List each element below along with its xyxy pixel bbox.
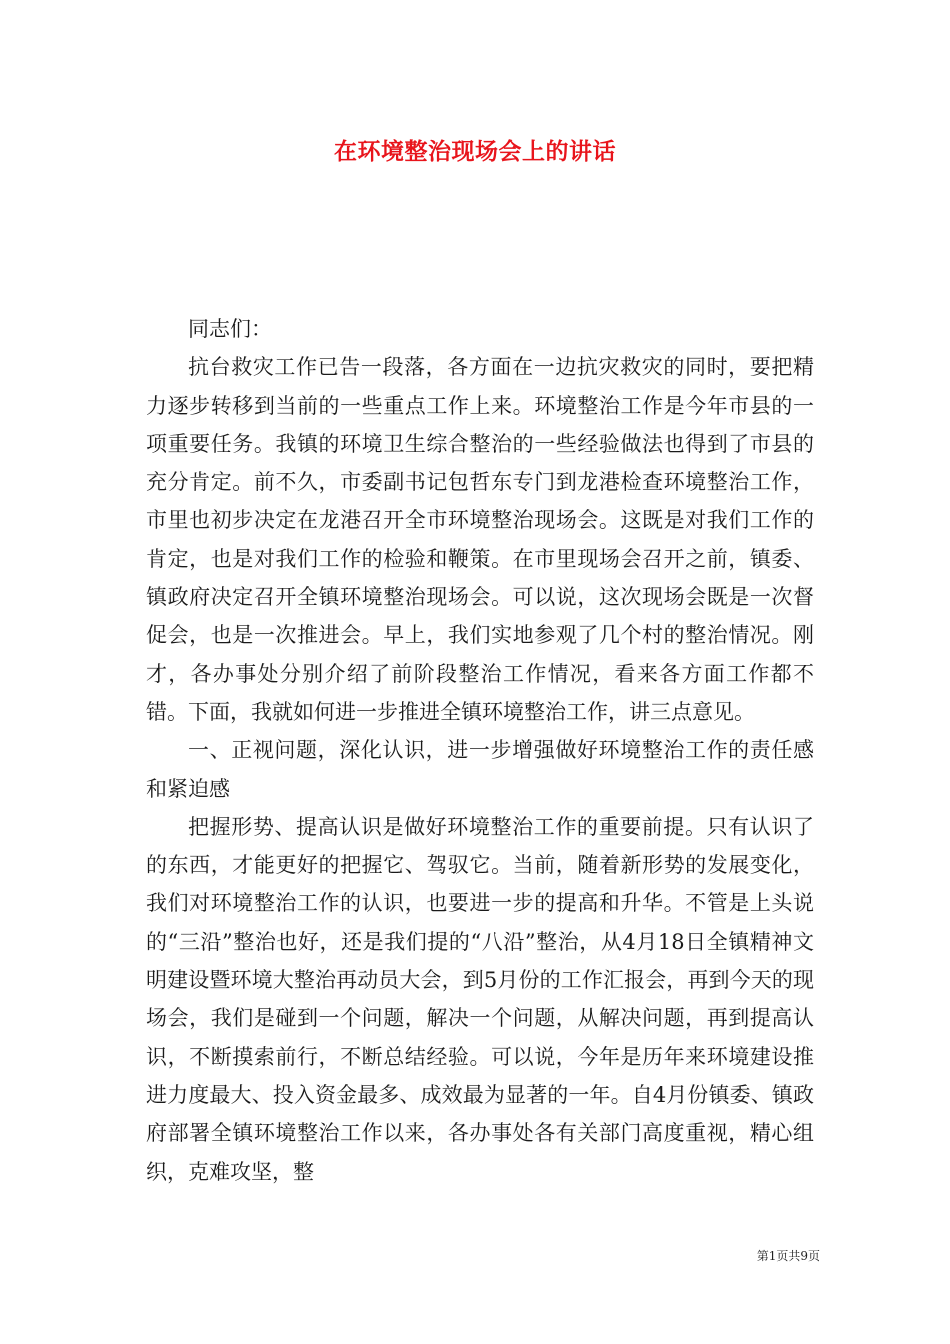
document-title: 在环境整治现场会上的讲话 [334, 138, 616, 165]
document-body [146, 310, 814, 1191]
paragraph-section-1: 把握形势、提高认识是做好环境整治工作的重要前提。只有认识了的东西，才能更好的把握它、驾驭它。当前，随着新形势的发展变化，我们对环境整治工作的认识，也要进一步的提高和升华。不管是上头说的“三沿”整治也好，还是我们提的“八沿”整治，从4月18日全镇精神文明建设暨环境大整治再动员大会，到5月份的工作汇报会，再到今天的现场会，我们是碰到一个问题，解决一个问题，从解决问题，再到提高认识，不断摸索前行，不断总结经验。可以说，今年是历年来环境建设推进力度最大、投入资金最多、成效最为显著的一年。自4月份镇委、镇政府部署全镇环境整治工作以来，各办事处各有关部门高度重视，精心组织，克难攻坚，整 [146, 814, 814, 1184]
page-number: 第1页共9页 [756, 1249, 820, 1263]
paragraph-intro: 抗台救灾工作已告一段落，各方面在一边抗灾救灾的同时，要把精力逐步转移到当前的一些重点工作上来。环境整治工作是今年市县的一项重要任务。我镇的环境卫生综合整治的一些经验做法也得到了市县的充分肯定。前不久，市委副书记包哲东专门到龙港检查环境整治工作，市里也初步决定在龙港召开全市环境整治现场会。这既是对我们工作的肯定，也是对我们工作的检验和鞭策。在市里现场会召开之前，镇委、镇政府决定召开全镇环境整治现场会。可以说，这次现场会既是一次督促会，也是一次推进会。早上，我们实地参观了几个村的整治情况。刚才，各办事处分别介绍了前阶段整治工作情况，看来各方面工作都不错。下面，我就如何进一步推进全镇环境整治工作，讲三点意见。 [146, 355, 814, 724]
salutation: 同志们： [188, 317, 272, 341]
section-heading-1: 一、正视问题，深化认识，进一步增强做好环境整治工作的责任感和紧迫感 [146, 738, 814, 801]
